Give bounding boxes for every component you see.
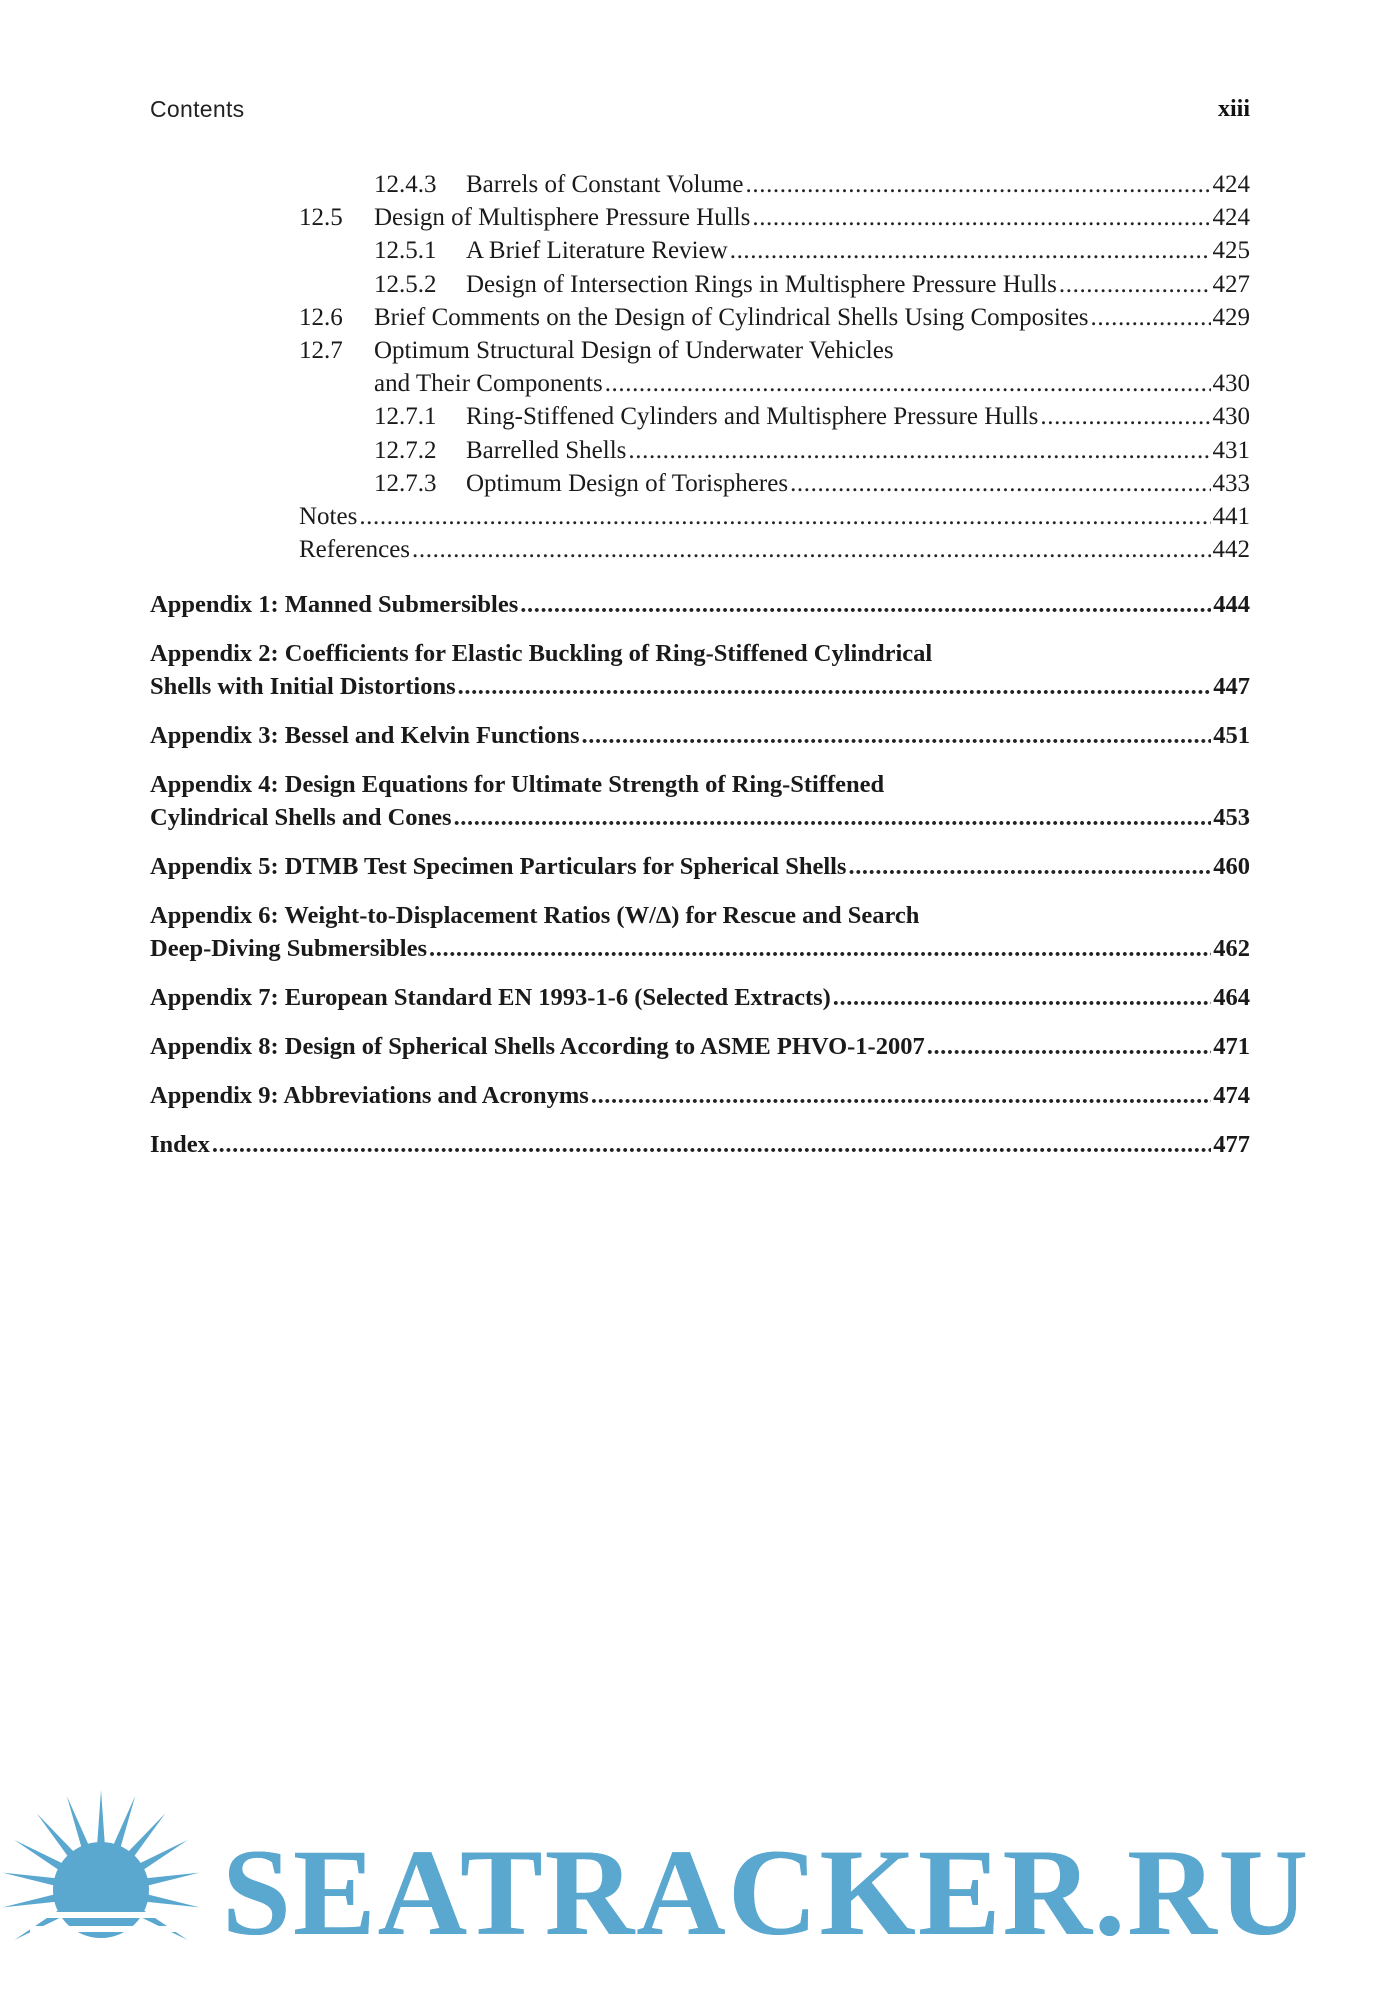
- appendix-title-continued: Deep-Diving Submersibles: [150, 935, 428, 963]
- toc-entry[interactable]: [150, 467, 1250, 500]
- toc-entry-page: 430: [1212, 370, 1250, 398]
- toc-entry-title: A Brief Literature Review: [466, 237, 728, 265]
- dot-leader: [359, 500, 1210, 533]
- toc-entry-title: Optimum Design of Torispheres: [466, 469, 789, 497]
- sun-icon: [0, 1770, 210, 2000]
- appendix-page: 453: [1213, 804, 1250, 832]
- dot-leader: [520, 588, 1211, 621]
- appendix-title: Appendix 4: Design Equations for Ultimate Strength of Ring-Stiffened: [150, 771, 885, 799]
- dot-leader: [429, 932, 1211, 965]
- toc-entry-page: 425: [1212, 237, 1250, 265]
- dot-leader: [212, 1128, 1211, 1161]
- toc-entry-page: 433: [1212, 469, 1250, 497]
- toc-entry-title: Design of Intersection Rings in Multisphere Pressure Hulls: [466, 270, 1057, 298]
- toc-entry-number: 12.6: [299, 303, 343, 331]
- appendix-entry[interactable]: [150, 899, 1250, 965]
- appendix-entry[interactable]: [150, 768, 1250, 834]
- toc-entry-title-continued: and Their Components: [374, 370, 603, 398]
- appendix-page: 474: [1213, 1082, 1250, 1110]
- appendix-title: Appendix 5: DTMB Test Specimen Particulars for Spherical Shells: [150, 853, 847, 881]
- toc-entry-title: Barrelled Shells: [466, 436, 627, 464]
- toc-entry-notes[interactable]: [150, 500, 1250, 533]
- toc-entry-number: 12.5.2: [374, 270, 437, 298]
- appendix-entry[interactable]: [150, 981, 1250, 1014]
- appendix-title-continued: Cylindrical Shells and Cones: [150, 804, 452, 832]
- appendix-title: Appendix 9: Abbreviations and Acronyms: [150, 1082, 589, 1110]
- toc-entry-references[interactable]: [150, 533, 1250, 566]
- toc-entry-heading-line[interactable]: [150, 334, 1250, 367]
- appendix-entry[interactable]: [150, 637, 1250, 703]
- appendix-page: 464: [1213, 984, 1250, 1012]
- index-title: Index: [150, 1131, 210, 1159]
- toc-entry-title: References: [299, 536, 411, 564]
- dot-leader: [412, 533, 1210, 566]
- dot-leader: [1040, 400, 1210, 433]
- dot-leader: [746, 168, 1211, 201]
- dot-leader: [605, 367, 1211, 400]
- toc-entry[interactable]: [150, 234, 1250, 267]
- watermark: [0, 1770, 1400, 2000]
- toc-entry-page: 424: [1212, 204, 1250, 232]
- toc-entry-continuation[interactable]: [150, 367, 1250, 400]
- dot-leader: [582, 719, 1212, 752]
- toc-entry-title: Brief Comments on the Design of Cylindrical Shells Using Composites: [374, 303, 1089, 331]
- toc-entry-number: 12.7.2: [374, 436, 437, 464]
- dot-leader: [628, 434, 1210, 467]
- index-page: 477: [1213, 1131, 1250, 1159]
- appendix-title: Appendix 3: Bessel and Kelvin Functions: [150, 722, 580, 750]
- toc-entry[interactable]: [150, 400, 1250, 433]
- dot-leader: [730, 234, 1211, 267]
- toc-entry[interactable]: [150, 268, 1250, 301]
- toc-entry-number: 12.7: [299, 337, 343, 365]
- dot-leader: [1059, 268, 1211, 301]
- appendix-page: 451: [1213, 722, 1250, 750]
- toc-entry-title: Ring-Stiffened Cylinders and Multisphere Pressure Hulls: [466, 403, 1039, 431]
- dot-leader: [790, 467, 1210, 500]
- toc-entry-title: Barrels of Constant Volume: [466, 171, 744, 198]
- dot-leader: [927, 1030, 1212, 1063]
- appendix-entry[interactable]: [150, 1030, 1250, 1063]
- toc-entry-page: 427: [1212, 270, 1250, 298]
- toc-entry-number: 12.5.1: [374, 237, 437, 265]
- toc-entry[interactable]: [150, 434, 1250, 467]
- toc-entry-page: 441: [1212, 503, 1250, 531]
- toc-entry-number: 12.7.3: [374, 469, 437, 497]
- index-entry[interactable]: [150, 1128, 1250, 1161]
- appendix-title: Appendix 1: Manned Submersibles: [150, 591, 519, 619]
- appendix-entry[interactable]: [150, 719, 1250, 752]
- running-head: [150, 96, 1250, 126]
- toc-entry[interactable]: [150, 301, 1250, 334]
- watermark-text: SEATRACKER.RU: [222, 1824, 1311, 1961]
- toc-entry-page: 442: [1212, 536, 1250, 564]
- appendix-page: 462: [1213, 935, 1250, 963]
- appendix-title: Appendix 6: Weight-to-Displacement Ratios (W/Δ) for Rescue and Search: [150, 902, 920, 930]
- toc-entry-page: 431: [1212, 436, 1250, 464]
- table-of-contents: [150, 168, 1250, 1161]
- appendix-entry[interactable]: [150, 1079, 1250, 1112]
- page-number: xiii: [1217, 96, 1250, 122]
- appendix-page: 460: [1213, 853, 1250, 881]
- toc-entry-number: 12.5: [299, 204, 343, 232]
- dot-leader: [591, 1079, 1211, 1112]
- appendix-title: Appendix 7: European Standard EN 1993-1-6 (Selected Extracts): [150, 984, 831, 1012]
- toc-entry-number: 12.4.3: [374, 171, 437, 198]
- appendix-entry[interactable]: [150, 850, 1250, 883]
- appendix-title: Appendix 8: Design of Spherical Shells According to ASME PHVO-1-2007: [150, 1033, 925, 1061]
- dot-leader: [454, 801, 1212, 834]
- dot-leader: [848, 850, 1211, 883]
- toc-entry-title: Design of Multisphere Pressure Hulls: [374, 204, 751, 232]
- dot-leader: [458, 670, 1212, 703]
- appendix-page: 471: [1213, 1033, 1250, 1061]
- dot-leader: [1091, 301, 1211, 334]
- dot-leader: [833, 981, 1211, 1014]
- toc-entry[interactable]: [150, 201, 1250, 234]
- running-head-title: Contents: [150, 96, 245, 122]
- toc-entry-number: 12.7.1: [374, 403, 437, 431]
- toc-entry-page: 424: [1212, 171, 1250, 198]
- appendix-title: Appendix 2: Coefficients for Elastic Buckling of Ring-Stiffened Cylindrical: [150, 640, 933, 668]
- toc-entry-page: 429: [1212, 303, 1250, 331]
- toc-entry-title: Optimum Structural Design of Underwater Vehicles: [374, 337, 894, 365]
- appendix-entry[interactable]: [150, 588, 1250, 621]
- appendix-page: 444: [1213, 591, 1250, 619]
- toc-entry[interactable]: [150, 168, 1250, 201]
- toc-entry-page: 430: [1212, 403, 1250, 431]
- appendix-page: 447: [1213, 673, 1250, 701]
- appendix-title-continued: Shells with Initial Distortions: [150, 673, 456, 701]
- dot-leader: [752, 201, 1210, 234]
- toc-entry-title: Notes: [299, 503, 358, 531]
